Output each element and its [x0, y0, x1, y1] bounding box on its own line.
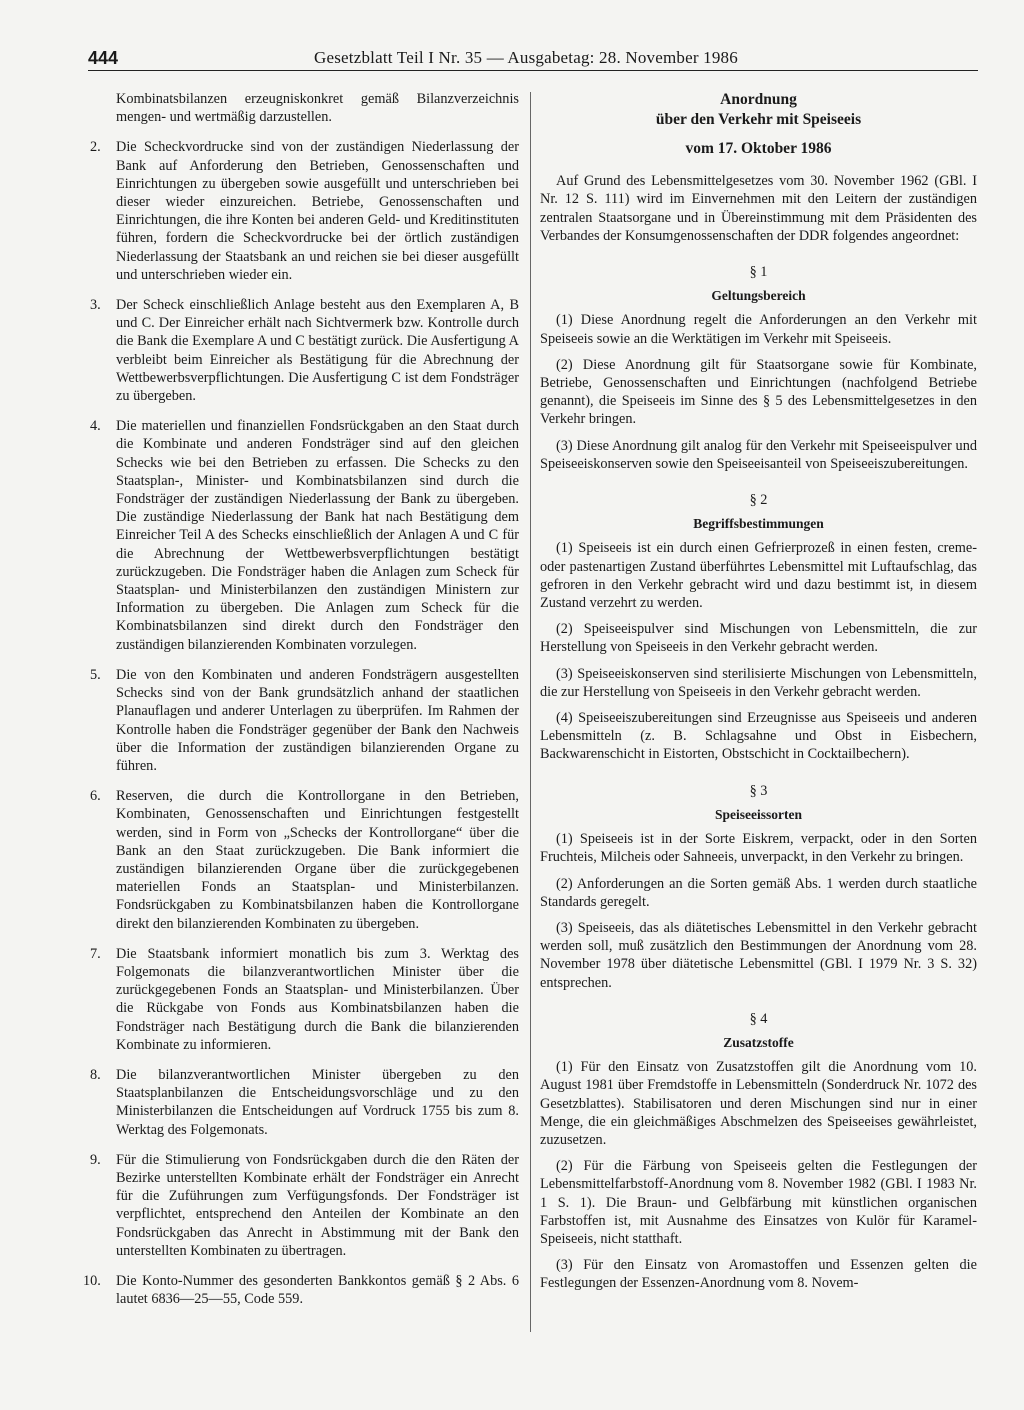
section-number: § 2: [749, 492, 768, 509]
list-item: [90, 296, 519, 405]
list-item-number: 5.: [90, 666, 101, 683]
ordinance-date: vom 17. Oktober 1986: [685, 140, 832, 157]
page-header: [88, 46, 978, 71]
section-title: Begriffsbestimmungen: [693, 516, 824, 532]
list-item: [90, 666, 519, 775]
section-paragraph: (3) Speiseeiskonserven sind sterilisierte Mischungen von Lebensmitteln, die zur Herstellung von Speiseeis in den Verkehr gebracht werden.: [540, 665, 977, 700]
list-item: [90, 1066, 519, 1139]
continuation-text: Kombinatsbilanzen erzeugniskonkret gemäß Bilanzverzeichnis mengen- und wertmäßig darzustellen.: [116, 91, 519, 126]
section-paragraph: (3) Diese Anordnung gilt analog für den Verkehr mit Speiseeispulver und Speiseeiskonserven sowie den Speiseeisanteil von Speiseeiszubereitungen.: [540, 437, 977, 472]
list-item-number: 6.: [90, 788, 101, 805]
section-title: Speiseeissorten: [715, 806, 802, 822]
section-number: § 4: [749, 1010, 768, 1027]
list-item-text: Der Scheck einschließlich Anlage besteht aus den Exemplaren A, B und C. Der Einreicher erhält nach Sichtvermerk bzw. Kontrolle durch die Bank die Exemplare A und C bestätigt zurück. Die Ausfertigung A verbleibt beim Einreicher als Bestätigung für die Abrechnung der Wettbewerbsverpflichtungen. Die Ausfertigung C ist dem Fondsträger zu übergeben.: [116, 297, 519, 405]
list-item-number: 10.: [83, 1272, 101, 1289]
list-item-number: 2.: [90, 139, 101, 156]
section-title: Zusatzstoffe: [723, 1034, 794, 1050]
section-paragraph: (1) Diese Anordnung regelt die Anforderungen an den Verkehr mit Speiseeis sowie an die Werktätigen im Verkehr mit Speiseeis.: [540, 312, 977, 347]
list-item: [90, 945, 519, 1054]
ordinance-subtitle: über den Verkehr mit Speiseeis: [655, 111, 862, 128]
list-item-number: 8.: [90, 1066, 101, 1083]
ordinance-title: Anordnung: [720, 91, 797, 108]
right-column: [540, 90, 977, 1301]
section: [540, 491, 977, 764]
section-paragraph: (2) Diese Anordnung gilt für Staatsorgane sowie für Kombinate, Betriebe, Genossenschaften und Einrichtungen (nachfolgend Betriebe genannt), die Speiseeis im Sinne des § 5 des Lebensmittelgesetzes in den Verkehr bringen.: [540, 356, 977, 428]
left-column: [83, 90, 519, 1320]
section: [540, 263, 977, 473]
section-paragraph: (4) Speiseeiszubereitungen sind Erzeugnisse aus Speiseeis und anderen Lebensmitteln (z. B. Schlagsahne und Obst in Eisbechern, Backwarenschicht in Eistorten, Obstschicht in Cocktailbechern).: [540, 710, 977, 763]
list-item: [90, 417, 519, 654]
gazette-title: Gesetzblatt Teil I Nr. 35 — Ausgabetag: 28. November 1986: [314, 48, 738, 67]
section-paragraph: (2) Speiseeispulver sind Mischungen von Lebensmitteln, die zur Herstellung von Speiseeis in den Verkehr gebracht werden.: [540, 621, 977, 656]
list-item-text: Die Konto-Nummer des gesonderten Bankkontos gemäß § 2 Abs. 6 lautet 6836—25—55, Code 559.: [116, 1272, 519, 1308]
list-item-number: 7.: [90, 945, 101, 962]
section-paragraph: (3) Für den Einsatz von Aromastoffen und Essenzen gelten die Festlegungen der Essenzen-Anordnung vom 8. Novem-: [540, 1257, 977, 1292]
list-item: [90, 787, 519, 933]
list-item-text: Die Staatsbank informiert monatlich bis zum 3. Werktag des Folgemonats die bilanzverantwortlichen Minister über die zurückgegebenen Fonds an Staatsplan- und Ministerbilanzen. Über die Rückgabe von Fonds aus Kombinatsbilanzen haben die Fondsträger nach Bestätigung durch die Bank die bilanzierenden Kombinate zu informieren.: [116, 945, 519, 1053]
list-item-text: Die Scheckvordrucke sind von der zuständigen Niederlassung der Bank auf Anforderung den Betrieben, Genossenschaften und Einrichtungen zu übergeben sowie ausgefüllt und unterschrieben bei dieser wieder einzureichen. Betriebe, Genossenschaften und Einrichtungen, die ihre Konten bei anderen Geld- und Kreditinstituten führen, fordern die Scheckvordrucke bei der örtlich zuständigen Niederlassung der Staatsbank an und reichen sie bei dieser ausgefüllt und unterschrieben wieder ein.: [116, 139, 519, 283]
section-number: § 1: [749, 264, 768, 281]
numbered-list: [83, 138, 519, 1308]
list-item-text: Reserven, die durch die Kontrollorgane in den Betrieben, Kombinaten, Genossenschaften und Einrichtungen festgestellt werden, sind in Form von „Schecks der Kontrollorgane“ über die Bank an den Staat zurückzugeben. Die Bank informiert die zuständigen bilanzierenden Organe über die zurückgegebenen materiellen Fonds an Staatsplan- und Ministerbilanzen. Fondsrückgaben zu Kombinatsbilanzen haben die Kontrollorgane direkt den bilanzierenden Kombinaten zu übergeben.: [116, 788, 519, 932]
sections: [540, 263, 977, 1293]
section-paragraph: (1) Speiseeis ist ein durch einen Gefrierprozeß in einen festen, creme- oder pastenartigen Zustand überführtes Lebensmittel mit Luftaufschlag, das gefroren in den Verkehr gebracht wird und dazu bestimmt ist, in diesem Zustand verzehrt zu werden.: [540, 540, 977, 612]
list-item: [90, 138, 519, 284]
section: [540, 782, 977, 992]
list-item-number: 4.: [90, 418, 101, 435]
list-item-number: 9.: [90, 1151, 101, 1168]
section-title: Geltungsbereich: [711, 288, 806, 304]
preamble: Auf Grund des Lebensmittelgesetzes vom 30. November 1962 (GBl. I Nr. 12 S. 111) wird im Einvernehmen mit den Leitern der zuständigen zentralen Staatsorgane und in Übereinstimmung mit dem Präsidenten des Verbandes der Konsumgenossenschaften der DDR folgendes angeordnet:: [540, 173, 977, 244]
list-item-text: Die von den Kombinaten und anderen Fondsträgern ausgestellten Schecks sind von der Bank grundsätzlich anhand der staatlichen Planauflagen und anderer Unterlagen zu überprüfen. Im Rahmen der Kontrolle haben die Fondsträger gegenüber der Bank den Nachweis über die Information der zuständigen bilanzierenden Organe zu führen.: [116, 666, 519, 774]
list-item-text: Die materiellen und finanziellen Fondsrückgaben an den Staat durch die Kombinate und anderen Fondsträger sind auf den gleichen Schecks wie bei den Betrieben zu erfassen. Die Schecks zu den Staatsplan-, Minister- und Kombinatsbilanzen sind durch die Fondsträger der zuständigen Niederlassung der Bank zu übergeben. Die zuständige Niederlassung der Bank hat nach Bestätigung dem Einreicher Teil A des Schecks einschließlich der Anlagen A und C für die Abrechnung der Wettbewerbsverpflichtungen bestätigt zurückzugeben. Die Fondsträger haben die Anlagen zum Scheck für Staatsplan- und Ministerbilanzen den zuständigen Ministern zur Information zu übergeben. Die Anlagen zum Scheck für die Kombinatsbilanzen sind direkt durch den Fondsträger den zuständigen bilanzierenden Kombinaten vorzulegen.: [116, 418, 519, 653]
list-item-text: Die bilanzverantwortlichen Minister übergeben zu den Staatsplanbilanzen die Entscheidungsvorschläge und zu den Ministerbilanzen die Entscheidungen auf Vordruck 1755 bis zum 8. Werktag des Folgemonats.: [116, 1066, 519, 1138]
page-number: 444: [88, 48, 119, 68]
section: [540, 1010, 977, 1293]
section-paragraph: (1) Für den Einsatz von Zusatzstoffen gilt die Anordnung vom 10. August 1981 über Fremdstoffe in Lebensmitteln (Sonderdruck Nr. 1072 des Gesetzblattes). Stabilisatoren und deren Mischungen sind nur in einer Menge, die ein gleichmäßiges Abschmelzen des Speiseeises gewährleistet, zuzusetzen.: [540, 1059, 977, 1148]
section-paragraph: (2) Für die Färbung von Speiseeis gelten die Festlegungen der Lebensmittelfarbstoff-Anordnung vom 8. November 1982 (GBl. I 1983 Nr. 1 S. 1). Die Braun- und Gelbfärbung mit künstlichen organischen Farbstoffen ist, mit Ausnahme des Einsatzes von Kulör für Karamel-Speiseeis, nicht statthaft.: [540, 1158, 977, 1247]
list-item: [90, 1151, 519, 1260]
section-paragraph: (1) Speiseeis ist in der Sorte Eiskrem, verpackt, oder in den Sorten Fruchteis, Milcheis oder Sahneeis, unverpackt, in den Verkehr zu bringen.: [540, 831, 977, 866]
list-item: [83, 1272, 519, 1308]
section-number: § 3: [749, 782, 768, 799]
list-item-number: 3.: [90, 297, 101, 314]
list-item-text: Für die Stimulierung von Fondsrückgaben durch die den Räten der Bezirke unterstellten Kombinate erhält der Fondsträger ein Anrecht für die Zuführungen zum Verfügungsfonds. Der Fondsträger ist verpflichtet, entsprechend den Anteilen der Kombinate an den Fondsrückgaben das Anrecht in Abstimmung mit der Bank den unterstellten Kombinaten zu übertragen.: [116, 1151, 519, 1259]
column-divider: [530, 92, 531, 1332]
section-paragraph: (2) Anforderungen an die Sorten gemäß Abs. 1 werden durch staatliche Standards geregelt.: [540, 875, 977, 910]
section-paragraph: (3) Speiseeis, das als diätetisches Lebensmittel in den Verkehr gebracht werden soll, muß zusätzlich den Bestimmungen der Anordnung vom 28. November 1978 über diätetische Lebensmittel (GBl. I 1979 Nr. 3 S. 32) entsprechen.: [540, 919, 977, 991]
